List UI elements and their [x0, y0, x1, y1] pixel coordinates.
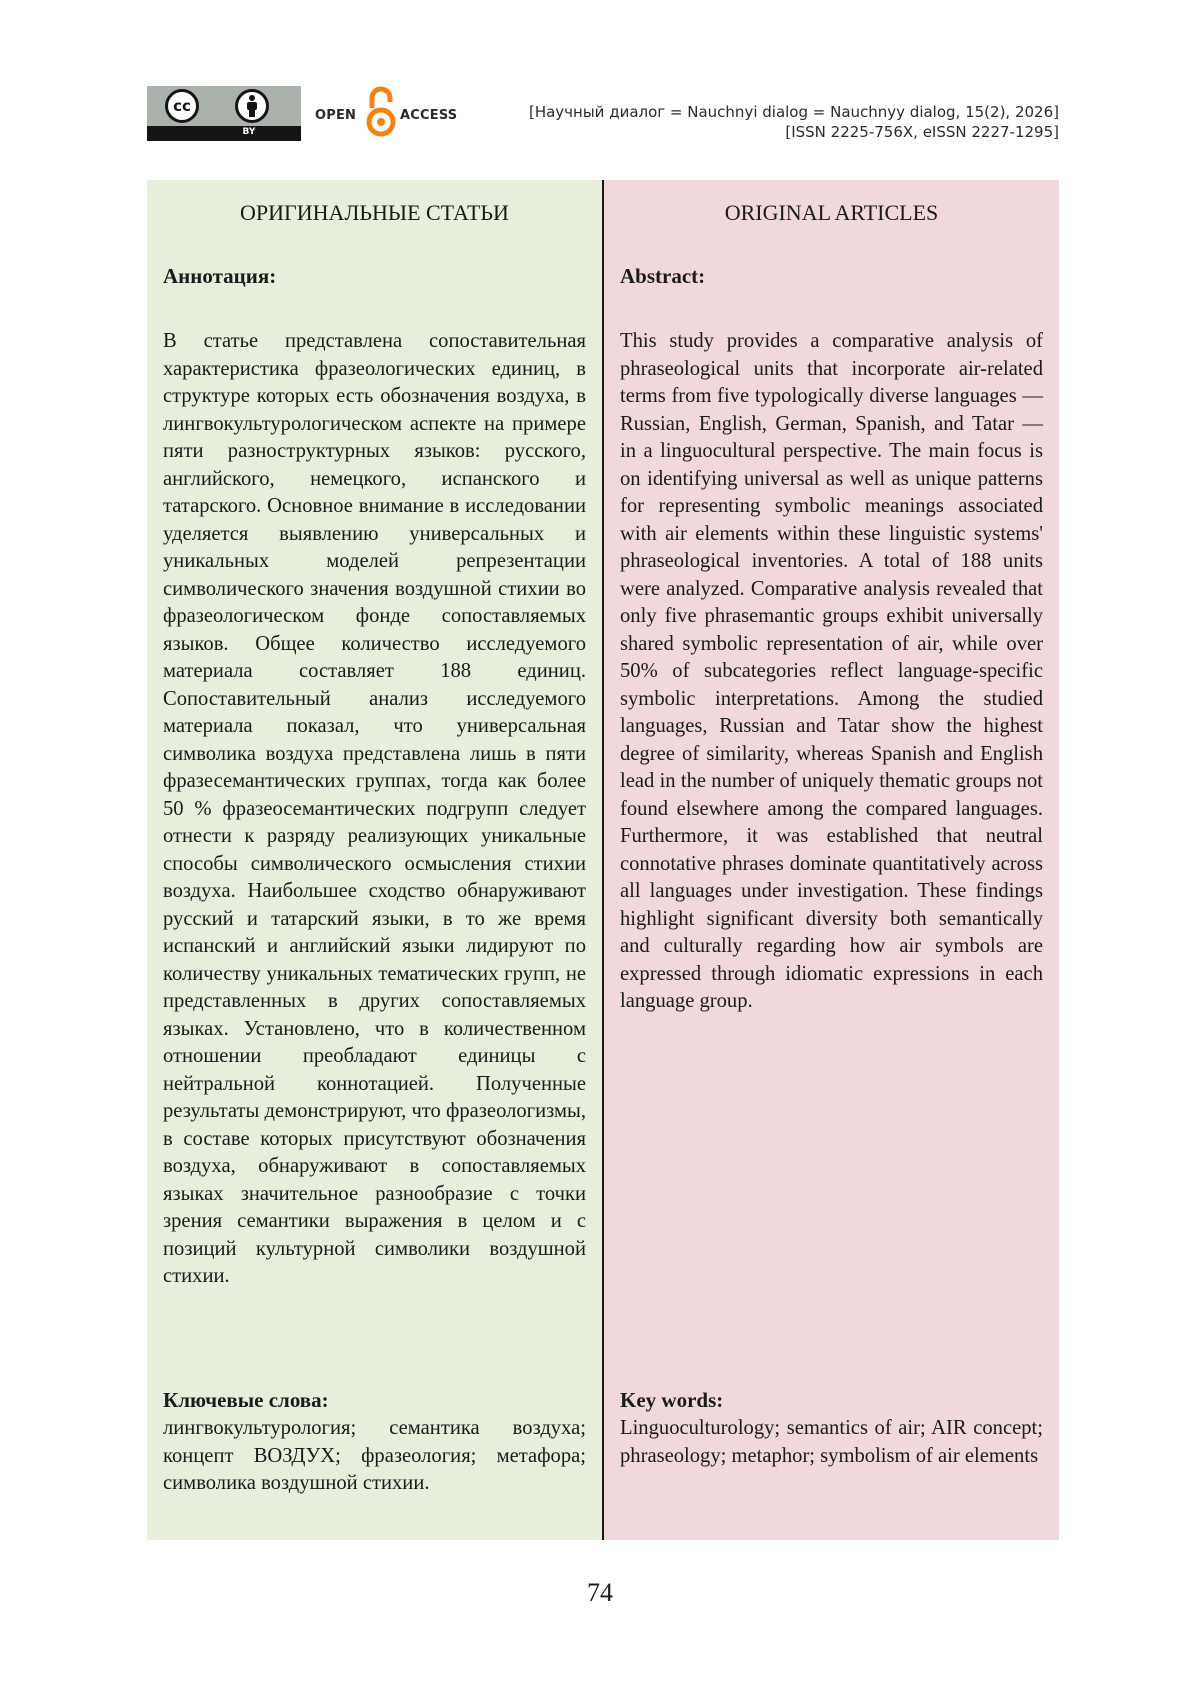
page-number: 74	[587, 1578, 613, 1607]
russian-column	[147, 180, 602, 1540]
cc-by-label: BY	[242, 127, 256, 137]
ru-abstract-text: В статье представлена сопоставительная характеристика фразеологических единиц, в структуре которых есть обозначения воздуха, в лингвокультурологическом аспекте на примере пяти разноструктурных языков: русского, английского, немецкого, испанского и татарского. Основное внимание в исследовании уделяется выявлению универсальных и уникальных моделей репрезентации символического значения воздушной стихии во фразеологическом фонде сопоставляемых языков. Общее количество исследуемого материала составляет 188 единиц. Сопоставительный анализ исследуемого материала показал, что универсальная символика воздуха представлена лишь в пяти фразесемантических группах, тогда как более 50 % фразеосемантических подгрупп следует отнести к разряду реализующих уникальные способы символического осмысления стихии воздуха. Наибольшее сходство обнаруживают русский и татарский языки, в то же время испанский и английский языки лидируют по количеству уникальных тематических групп, не представленных в других сопоставляемых языках. Установлено, что в количественном отношении преобладают единицы с нейтральной коннотацией. Полученные результаты демонстрируют, что фразеологизмы, в составе которых присутствуют обозначения воздуха, обнаруживают в сопоставляемых языках значительное разнообразие с точки зрения семантики выражения в целом и с позиций культурной символики воздушной стихии.	[163, 330, 586, 1287]
bilingual-abstract-columns	[147, 180, 1059, 1540]
attribution-person-icon	[235, 89, 269, 123]
citation-line-issn: [ISSN 2225-756X, eISSN 2227-1295]	[785, 123, 1059, 141]
cc-logo-icon: cc	[165, 89, 199, 123]
en-keywords-label: Key words:	[620, 1388, 724, 1412]
open-access-access-label: ACCESS	[400, 108, 458, 123]
en-section-title: ORIGINAL ARTICLES	[724, 200, 939, 225]
open-access-logo	[315, 86, 458, 141]
open-access-lock-icon	[366, 86, 396, 138]
english-column	[604, 180, 1059, 1540]
ru-section-title: ОРИГИНАЛЬНЫЕ СТАТЬИ	[240, 200, 509, 225]
journal-citation	[529, 102, 1059, 142]
en-abstract-label: Abstract:	[620, 264, 706, 288]
cc-by-license-badge[interactable]	[147, 86, 301, 141]
ru-keywords-text: лингвокультурология; семантика воздуха; концепт ВОЗДУХ; фразеология; метафора; символика воздушной стихии.	[163, 1417, 586, 1494]
citation-line-journal: [Научный диалог = Nauchnyi dialog = Nauchnyy dialog, 15(2), 2026]	[528, 103, 1059, 121]
ru-keywords-label: Ключевые слова:	[163, 1388, 329, 1412]
en-abstract-text: This study provides a comparative analysis of phraseological units that incorporate air-related terms from five typologically diverse languages — Russian, English, German, Spanish, and Tatar — in a linguocultural perspective. The main focus is on identifying universal as well as unique patterns for representing symbolic meanings associated with air elements within these linguistic systems' phraseological inventories. A total of 188 units were analyzed. Comparative analysis revealed that only five phrasemantic groups exhibit universally shared symbolic representation of air, while over 50% of subcategories reflect language-specific symbolic interpretations. Among the studied languages, Russian and Tatar show the highest degree of similarity, whereas Spanish and English lead in the number of uniquely thematic groups not found elsewhere among the compared languages. Furthermore, it was established that neutral connotative phrases dominate quantitatively across all languages under investigation. These findings highlight significant diversity both semantically and culturally regarding how air symbols are expressed through idiomatic expressions in each language group.	[620, 330, 1043, 1012]
open-access-open-label: OPEN	[315, 108, 357, 123]
ru-abstract-label: Аннотация:	[163, 264, 277, 288]
page-header	[147, 86, 1059, 146]
en-keywords-text: Linguoculturology; semantics of air; AIR concept; phraseology; metaphor; symbolism of air elements	[620, 1417, 1043, 1467]
